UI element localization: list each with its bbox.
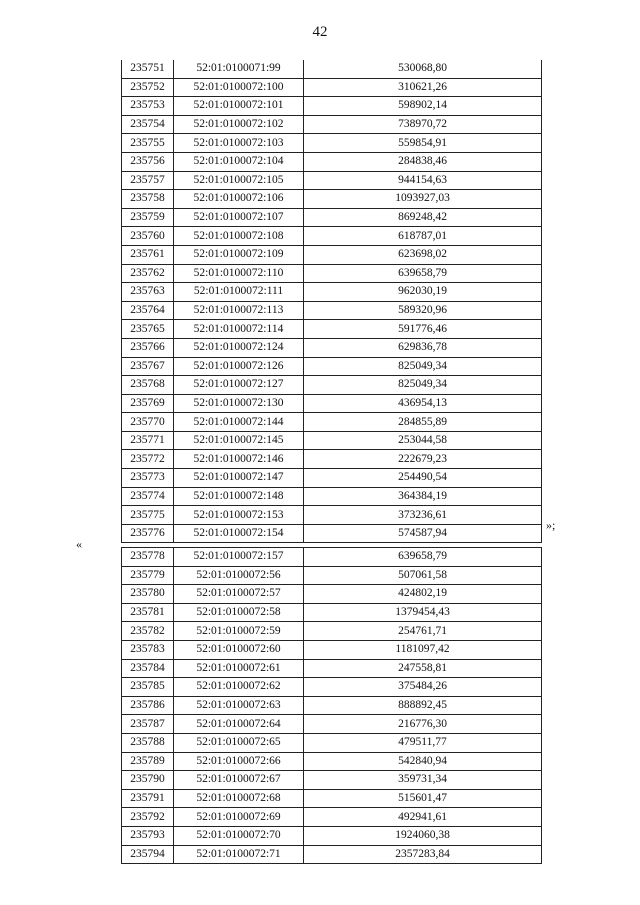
- table-row: [122, 431, 542, 450]
- table-row: [122, 320, 542, 339]
- table-row: [122, 245, 542, 264]
- table-row: [122, 134, 542, 153]
- row-number-cell: 235760: [122, 227, 174, 246]
- table-row: [122, 524, 542, 543]
- value-cell: 2357283,84: [304, 845, 542, 864]
- value-cell: 254761,71: [304, 622, 542, 641]
- table-row: [122, 733, 542, 752]
- table-row: [122, 585, 542, 604]
- row-number-cell: 235787: [122, 715, 174, 734]
- cadastral-number-cell: 52:01:0100072:109: [174, 245, 304, 264]
- table-row: [122, 115, 542, 134]
- cadastral-number-cell: 52:01:0100072:104: [174, 152, 304, 171]
- cadastral-number-cell: 52:01:0100072:70: [174, 826, 304, 845]
- table-row: [122, 97, 542, 116]
- cadastral-number-cell: 52:01:0100072:59: [174, 622, 304, 641]
- table-row: [122, 60, 542, 78]
- row-number-cell: 235751: [122, 60, 174, 78]
- value-cell: 639658,79: [304, 264, 542, 283]
- value-cell: 598902,14: [304, 97, 542, 116]
- cadastral-number-cell: 52:01:0100072:58: [174, 603, 304, 622]
- value-cell: 436954,13: [304, 394, 542, 413]
- row-number-cell: 235763: [122, 283, 174, 302]
- table-row: [122, 622, 542, 641]
- table-row: [122, 566, 542, 585]
- row-number-cell: 235775: [122, 506, 174, 525]
- row-number-cell: 235794: [122, 845, 174, 864]
- table-row: [122, 376, 542, 395]
- cadastral-number-cell: 52:01:0100072:65: [174, 733, 304, 752]
- value-cell: 618787,01: [304, 227, 542, 246]
- table-row: [122, 696, 542, 715]
- row-number-cell: 235776: [122, 524, 174, 543]
- value-cell: 1181097,42: [304, 640, 542, 659]
- cadastral-number-cell: 52:01:0100072:61: [174, 659, 304, 678]
- value-cell: 591776,46: [304, 320, 542, 339]
- value-cell: 492941,61: [304, 808, 542, 827]
- cadastral-number-cell: 52:01:0100072:105: [174, 171, 304, 190]
- value-cell: 364384,19: [304, 487, 542, 506]
- row-number-cell: 235764: [122, 301, 174, 320]
- value-cell: 515601,47: [304, 789, 542, 808]
- table-row: [122, 190, 542, 209]
- cadastral-number-cell: 52:01:0100072:62: [174, 678, 304, 697]
- value-cell: 738970,72: [304, 115, 542, 134]
- cadastral-number-cell: 52:01:0100072:127: [174, 376, 304, 395]
- table-row: [122, 603, 542, 622]
- value-cell: 424802,19: [304, 585, 542, 604]
- cadastral-number-cell: 52:01:0100072:101: [174, 97, 304, 116]
- row-number-cell: 235773: [122, 469, 174, 488]
- row-number-cell: 235761: [122, 245, 174, 264]
- row-number-cell: 235757: [122, 171, 174, 190]
- value-cell: 479511,77: [304, 733, 542, 752]
- row-number-cell: 235758: [122, 190, 174, 209]
- table-row: [122, 357, 542, 376]
- cadastral-number-cell: 52:01:0100072:107: [174, 208, 304, 227]
- cadastral-number-cell: 52:01:0100072:108: [174, 227, 304, 246]
- cadastral-number-cell: 52:01:0100072:146: [174, 450, 304, 469]
- cadastral-number-cell: 52:01:0100071:99: [174, 60, 304, 78]
- page-number: 42: [312, 24, 328, 40]
- table-row: [122, 413, 542, 432]
- row-number-cell: 235753: [122, 97, 174, 116]
- value-cell: 623698,02: [304, 245, 542, 264]
- value-cell: 542840,94: [304, 752, 542, 771]
- value-cell: 962030,19: [304, 283, 542, 302]
- table-row: [122, 789, 542, 808]
- table-row: [122, 752, 542, 771]
- row-number-cell: 235789: [122, 752, 174, 771]
- row-number-cell: 235772: [122, 450, 174, 469]
- row-number-cell: 235752: [122, 78, 174, 97]
- closing-quote: »;: [546, 518, 556, 532]
- value-cell: 359731,34: [304, 771, 542, 790]
- cadastral-number-cell: 52:01:0100072:66: [174, 752, 304, 771]
- cadastral-number-cell: 52:01:0100072:144: [174, 413, 304, 432]
- value-cell: 284838,46: [304, 152, 542, 171]
- opening-quote: «: [76, 537, 82, 551]
- table-row: [122, 506, 542, 525]
- value-cell: 589320,96: [304, 301, 542, 320]
- row-number-cell: 235782: [122, 622, 174, 641]
- table-row: [122, 264, 542, 283]
- value-cell: 559854,91: [304, 134, 542, 153]
- row-number-cell: 235759: [122, 208, 174, 227]
- row-number-cell: 235783: [122, 640, 174, 659]
- table-row: [122, 808, 542, 827]
- cadastral-number-cell: 52:01:0100072:153: [174, 506, 304, 525]
- value-cell: 1093927,03: [304, 190, 542, 209]
- cadastral-table-1: [121, 60, 542, 543]
- value-cell: 247558,81: [304, 659, 542, 678]
- row-number-cell: 235791: [122, 789, 174, 808]
- row-number-cell: 235778: [122, 548, 174, 567]
- table-row: [122, 487, 542, 506]
- row-number-cell: 235769: [122, 394, 174, 413]
- cadastral-number-cell: 52:01:0100072:148: [174, 487, 304, 506]
- cadastral-number-cell: 52:01:0100072:64: [174, 715, 304, 734]
- table-row: [122, 771, 542, 790]
- row-number-cell: 235779: [122, 566, 174, 585]
- table-row: [122, 548, 542, 567]
- table-row: [122, 283, 542, 302]
- row-number-cell: 235785: [122, 678, 174, 697]
- cadastral-number-cell: 52:01:0100072:100: [174, 78, 304, 97]
- value-cell: 284855,89: [304, 413, 542, 432]
- cadastral-number-cell: 52:01:0100072:114: [174, 320, 304, 339]
- row-number-cell: 235771: [122, 431, 174, 450]
- table-row: [122, 826, 542, 845]
- cadastral-number-cell: 52:01:0100072:126: [174, 357, 304, 376]
- row-number-cell: 235756: [122, 152, 174, 171]
- cadastral-number-cell: 52:01:0100072:103: [174, 134, 304, 153]
- value-cell: 629836,78: [304, 338, 542, 357]
- cadastral-number-cell: 52:01:0100072:147: [174, 469, 304, 488]
- value-cell: 375484,26: [304, 678, 542, 697]
- row-number-cell: 235793: [122, 826, 174, 845]
- cadastral-number-cell: 52:01:0100072:110: [174, 264, 304, 283]
- value-cell: 310621,26: [304, 78, 542, 97]
- row-number-cell: 235784: [122, 659, 174, 678]
- row-number-cell: 235781: [122, 603, 174, 622]
- table-row: [122, 715, 542, 734]
- table-row: [122, 469, 542, 488]
- value-cell: 530068,80: [304, 60, 542, 78]
- value-cell: 639658,79: [304, 548, 542, 567]
- row-number-cell: 235770: [122, 413, 174, 432]
- value-cell: 944154,63: [304, 171, 542, 190]
- row-number-cell: 235765: [122, 320, 174, 339]
- cadastral-table-2: [121, 547, 542, 864]
- row-number-cell: 235768: [122, 376, 174, 395]
- row-number-cell: 235766: [122, 338, 174, 357]
- cadastral-number-cell: 52:01:0100072:111: [174, 283, 304, 302]
- value-cell: 1924060,38: [304, 826, 542, 845]
- value-cell: 1379454,43: [304, 603, 542, 622]
- value-cell: 888892,45: [304, 696, 542, 715]
- row-number-cell: 235788: [122, 733, 174, 752]
- table-row: [122, 450, 542, 469]
- row-number-cell: 235780: [122, 585, 174, 604]
- table-row: [122, 152, 542, 171]
- table-row: [122, 208, 542, 227]
- table-row: [122, 659, 542, 678]
- value-cell: 253044,58: [304, 431, 542, 450]
- table-row: [122, 845, 542, 864]
- cadastral-number-cell: 52:01:0100072:102: [174, 115, 304, 134]
- cadastral-number-cell: 52:01:0100072:68: [174, 789, 304, 808]
- table-row: [122, 640, 542, 659]
- row-number-cell: 235754: [122, 115, 174, 134]
- value-cell: 574587,94: [304, 524, 542, 543]
- value-cell: 216776,30: [304, 715, 542, 734]
- cadastral-number-cell: 52:01:0100072:57: [174, 585, 304, 604]
- table-row: [122, 171, 542, 190]
- table-row: [122, 678, 542, 697]
- cadastral-number-cell: 52:01:0100072:63: [174, 696, 304, 715]
- cadastral-number-cell: 52:01:0100072:60: [174, 640, 304, 659]
- value-cell: 254490,54: [304, 469, 542, 488]
- table-row: [122, 227, 542, 246]
- cadastral-number-cell: 52:01:0100072:56: [174, 566, 304, 585]
- row-number-cell: 235767: [122, 357, 174, 376]
- value-cell: 825049,34: [304, 357, 542, 376]
- table-row: [122, 301, 542, 320]
- cadastral-number-cell: 52:01:0100072:67: [174, 771, 304, 790]
- row-number-cell: 235755: [122, 134, 174, 153]
- value-cell: 373236,61: [304, 506, 542, 525]
- cadastral-number-cell: 52:01:0100072:106: [174, 190, 304, 209]
- value-cell: 222679,23: [304, 450, 542, 469]
- table-row: [122, 394, 542, 413]
- cadastral-number-cell: 52:01:0100072:154: [174, 524, 304, 543]
- row-number-cell: 235792: [122, 808, 174, 827]
- value-cell: 869248,42: [304, 208, 542, 227]
- cadastral-number-cell: 52:01:0100072:145: [174, 431, 304, 450]
- value-cell: 507061,58: [304, 566, 542, 585]
- cadastral-number-cell: 52:01:0100072:130: [174, 394, 304, 413]
- row-number-cell: 235790: [122, 771, 174, 790]
- row-number-cell: 235774: [122, 487, 174, 506]
- row-number-cell: 235762: [122, 264, 174, 283]
- cadastral-number-cell: 52:01:0100072:113: [174, 301, 304, 320]
- cadastral-number-cell: 52:01:0100072:69: [174, 808, 304, 827]
- row-number-cell: 235786: [122, 696, 174, 715]
- table-row: [122, 338, 542, 357]
- cadastral-number-cell: 52:01:0100072:71: [174, 845, 304, 864]
- table-row: [122, 78, 542, 97]
- cadastral-number-cell: 52:01:0100072:124: [174, 338, 304, 357]
- value-cell: 825049,34: [304, 376, 542, 395]
- cadastral-number-cell: 52:01:0100072:157: [174, 548, 304, 567]
